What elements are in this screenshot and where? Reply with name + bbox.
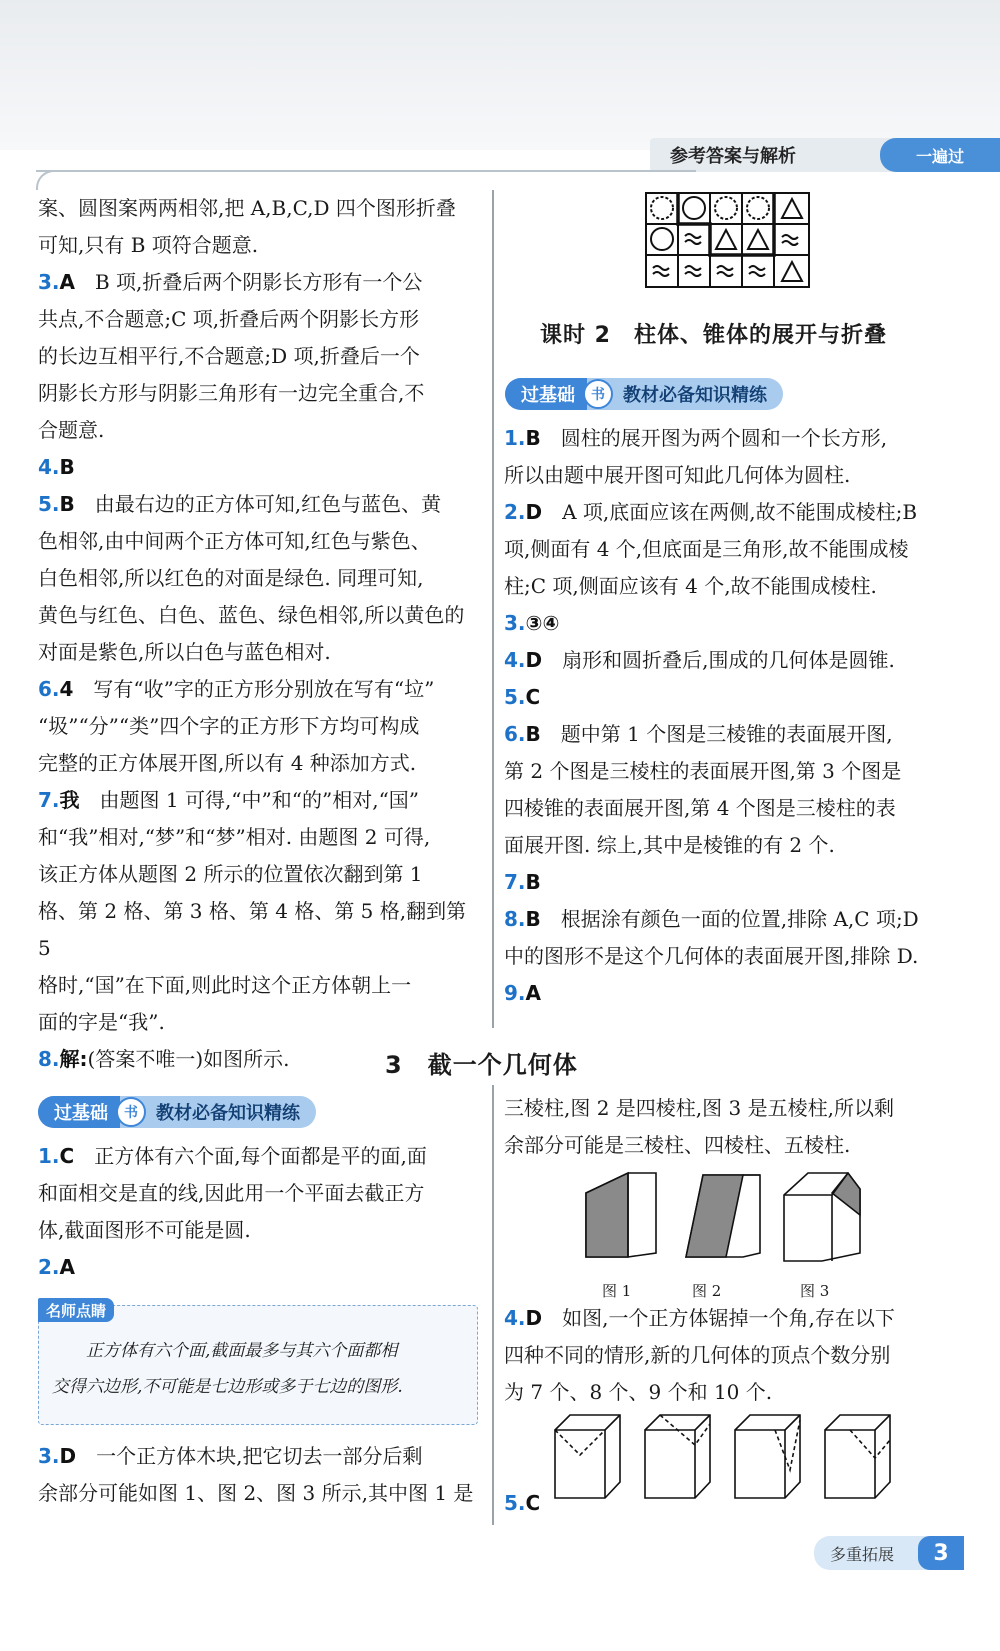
text-line bbox=[38, 1175, 483, 1212]
explanation-text: 完整的正方体展开图,所以有 4 种添加方式. bbox=[38, 751, 417, 775]
answer-key: 4 bbox=[59, 677, 74, 701]
text-line bbox=[38, 412, 483, 449]
triangle-pattern bbox=[782, 199, 802, 218]
column-divider-bottom bbox=[492, 1085, 494, 1525]
explanation-text: 所以由题中展开图可知此几何体为圆柱. bbox=[504, 463, 851, 487]
figure-label-3: 图 3 bbox=[800, 1282, 830, 1300]
explanation-text: 白色相邻,所以红色的对面是绿色. 同理可知, bbox=[38, 566, 424, 590]
lesson-2-title: 课时 2 柱体、锥体的展开与折叠 bbox=[540, 323, 887, 348]
answer-key: D bbox=[525, 648, 543, 672]
question-number: 6. bbox=[504, 722, 526, 746]
right-column-bottom bbox=[504, 1090, 964, 1164]
header-title: 参考答案与解析 bbox=[670, 146, 796, 167]
page-number: 3 bbox=[918, 1536, 964, 1570]
text-line bbox=[504, 716, 964, 753]
text-line bbox=[504, 494, 964, 531]
answer-key: ③④ bbox=[525, 611, 560, 635]
question-number: 7. bbox=[38, 788, 60, 812]
answer-key: D bbox=[525, 500, 543, 524]
text-line bbox=[504, 568, 964, 605]
answer-key: A bbox=[59, 1255, 75, 1279]
question-number: 2. bbox=[38, 1255, 60, 1279]
answer-key: A bbox=[59, 270, 75, 294]
explanation-text: 面展开图. 综上,其中是棱锥的有 2 个. bbox=[504, 833, 835, 857]
answer-key: B bbox=[59, 492, 75, 516]
note-line: 正方体有六个面,截面最多与其六个面都相 bbox=[52, 1341, 398, 1361]
note-line: 交得六边形,不可能是七边形或多于七边的图形. bbox=[52, 1377, 403, 1397]
solid-3-cut-face bbox=[832, 1173, 860, 1215]
explanation-text: 项,侧面有 4 个,但底面是三角形,故不能围成棱 bbox=[504, 537, 909, 561]
text-line bbox=[504, 790, 964, 827]
teacher-note-tag: 名师点睛 bbox=[38, 1298, 114, 1322]
answer-key: D bbox=[525, 1306, 543, 1330]
explanation-text: 阴影长方形与阴影三角形有一边完全重合,不 bbox=[38, 381, 425, 405]
column-divider-top bbox=[492, 190, 494, 1028]
text-line bbox=[38, 745, 483, 782]
section-banner-bottom bbox=[38, 1096, 316, 1128]
text-line bbox=[38, 523, 483, 560]
explanation-text: 格时,“国”在下面,则此时这个正方体朝上一 bbox=[38, 973, 412, 997]
explanation-text: 的长边互相平行,不合题意;D 项,折叠后一个 bbox=[38, 344, 420, 368]
answer-key: 解: bbox=[59, 1047, 88, 1071]
circle-pattern bbox=[683, 197, 705, 219]
question-number: 4. bbox=[38, 455, 60, 479]
header-rule-curve bbox=[36, 170, 56, 190]
question-number: 6. bbox=[38, 677, 60, 701]
text-line bbox=[504, 901, 964, 938]
explanation-text: 为 7 个、8 个、9 个和 10 个. bbox=[504, 1380, 773, 1404]
explanation-text: 扇形和圆折叠后,围成的几何体是圆锥. bbox=[542, 648, 895, 672]
answer-key: B bbox=[525, 907, 541, 931]
explanation-text: 案、圆图案两两相邻,把 A,B,C,D 四个图形折叠 bbox=[38, 196, 456, 220]
left-column-bottom bbox=[38, 1138, 483, 1286]
answer-key: B bbox=[525, 426, 541, 450]
solid-1-cut-face bbox=[586, 1173, 628, 1257]
explanation-text: 第 2 个图是三棱柱的表面展开图,第 3 个图是 bbox=[504, 759, 902, 783]
explanation-text: 合题意. bbox=[38, 418, 105, 442]
circle-pattern bbox=[651, 228, 673, 250]
text-line bbox=[38, 227, 483, 264]
explanation-text: 黄色与红色、白色、蓝色、绿色相邻,所以黄色的 bbox=[38, 603, 465, 627]
explanation-text: 一个正方体木块,把它切去一部分后剩 bbox=[76, 1444, 423, 1468]
circle-pattern bbox=[715, 197, 737, 219]
explanation-text: 该正方体从题图 2 所示的位置依次翻到第 1 bbox=[38, 862, 423, 886]
explanation-text: 由最右边的正方体可知,红色与蓝色、黄 bbox=[74, 492, 442, 516]
left-column-bottom-continued bbox=[38, 1438, 483, 1512]
explanation-text: 面的字是“我”. bbox=[38, 1010, 165, 1034]
text-line bbox=[38, 1138, 483, 1175]
answer-key: B bbox=[59, 455, 75, 479]
text-line bbox=[38, 560, 483, 597]
wave-pattern bbox=[717, 266, 733, 276]
explanation-text: 可知,只有 B 项符合题意. bbox=[38, 233, 259, 257]
text-line bbox=[38, 671, 483, 708]
header-band bbox=[0, 0, 1000, 150]
text-line bbox=[504, 605, 964, 642]
book-icon: 书 bbox=[583, 379, 613, 409]
explanation-text: 格、第 2 格、第 3 格、第 4 格、第 5 格,翻到第 5 bbox=[38, 899, 467, 960]
text-line bbox=[504, 1090, 964, 1127]
text-line bbox=[504, 531, 964, 568]
answer-key: C bbox=[59, 1144, 75, 1168]
explanation-text: 和“我”相对,“梦”和“梦”相对. 由题图 2 可得, bbox=[38, 825, 431, 849]
explanation-text: 正方体有六个面,每个面都是平的面,面 bbox=[74, 1144, 427, 1168]
text-line bbox=[38, 486, 483, 523]
section-3-title: 3 截一个几何体 bbox=[385, 1051, 578, 1079]
explanation-text: 柱;C 项,侧面应该有 4 个,故不能围成棱柱. bbox=[504, 574, 877, 598]
question-number: 5. bbox=[504, 685, 526, 709]
text-line bbox=[504, 642, 964, 679]
explanation-text: B 项,折叠后两个阴影长方形有一个公 bbox=[75, 270, 423, 294]
answer-key: 我 bbox=[59, 788, 80, 812]
text-line bbox=[38, 1475, 483, 1512]
explanation-text: 根据涂有颜色一面的位置,排除 A,C 项;D bbox=[540, 907, 919, 931]
explanation-text: A 项,底面应该在两侧,故不能围成棱柱;B bbox=[542, 500, 918, 524]
net-diagram bbox=[645, 192, 810, 288]
text-line bbox=[504, 457, 964, 494]
explanation-text: 色相邻,由中间两个正方体可知,红色与紫色、 bbox=[38, 529, 431, 553]
explanation-text: 题中第 1 个图是三棱锥的表面展开图, bbox=[540, 722, 893, 746]
explanation-text: 余部分可能是三棱柱、四棱柱、五棱柱. bbox=[504, 1133, 851, 1157]
figure-label-1: 图 1 bbox=[602, 1282, 632, 1300]
explanation-text: 写有“收”字的正方形分别放在写有“垃” bbox=[73, 677, 435, 701]
text-line bbox=[504, 753, 964, 790]
question-number: 2. bbox=[504, 500, 526, 524]
text-line bbox=[38, 893, 483, 967]
question-number: 4. bbox=[504, 648, 526, 672]
explanation-text: (答案不唯一)如图所示. bbox=[87, 1047, 290, 1071]
question-number: 7. bbox=[504, 870, 526, 894]
text-line bbox=[38, 634, 483, 671]
explanation-text: 圆柱的展开图为两个圆和一个长方形, bbox=[540, 426, 888, 450]
banner-label: 过基础 bbox=[38, 1096, 120, 1128]
text-line bbox=[38, 449, 483, 486]
text-line bbox=[504, 827, 964, 864]
wave-pattern bbox=[782, 235, 798, 245]
banner-subtitle: 教材必备知识精练 bbox=[156, 1103, 300, 1124]
cut-solids-figure bbox=[578, 1165, 878, 1275]
text-line bbox=[504, 1485, 964, 1522]
explanation-text: 四种不同的情形,新的几何体的顶点个数分别 bbox=[504, 1343, 891, 1367]
explanation-text: 共点,不合题意;C 项,折叠后两个阴影长方形 bbox=[38, 307, 420, 331]
explanation-text: 对面是紫色,所以白色与蓝色相对. bbox=[38, 640, 331, 664]
solid-2-cut-face bbox=[686, 1175, 743, 1257]
explanation-text: 三棱柱,图 2 是四棱柱,图 3 是五棱柱,所以剩 bbox=[504, 1096, 894, 1120]
text-line bbox=[504, 864, 964, 901]
banner-label: 过基础 bbox=[505, 378, 587, 410]
footer-label: 多重拓展 bbox=[830, 1544, 895, 1564]
answer-key: C bbox=[525, 1491, 541, 1515]
question-number: 3. bbox=[504, 611, 526, 635]
text-line bbox=[38, 1438, 483, 1475]
text-line bbox=[504, 1300, 964, 1337]
question-number: 8. bbox=[38, 1047, 60, 1071]
answer-key: C bbox=[525, 685, 541, 709]
wave-pattern bbox=[685, 234, 701, 244]
explanation-text: 体,截面图形不可能是圆. bbox=[38, 1218, 251, 1242]
text-line bbox=[38, 597, 483, 634]
question-number: 3. bbox=[38, 270, 60, 294]
explanation-text: 由题图 1 可得,“中”和“的”相对,“国” bbox=[79, 788, 420, 812]
answer-key: A bbox=[525, 981, 541, 1005]
text-line bbox=[38, 1004, 483, 1041]
answer-key: D bbox=[59, 1444, 77, 1468]
question-number: 3. bbox=[38, 1444, 60, 1468]
figure-label-2: 图 2 bbox=[692, 1282, 722, 1300]
triangle-pattern bbox=[716, 230, 736, 249]
question-number: 9. bbox=[504, 981, 526, 1005]
text-line bbox=[38, 264, 483, 301]
text-line bbox=[504, 420, 964, 457]
header-rule bbox=[36, 170, 696, 172]
text-line bbox=[504, 938, 964, 975]
section-banner-top bbox=[505, 378, 783, 410]
circle-pattern bbox=[747, 197, 769, 219]
text-line bbox=[38, 375, 483, 412]
text-line bbox=[504, 1127, 964, 1164]
text-line bbox=[504, 1337, 964, 1374]
left-column-top bbox=[38, 190, 483, 1078]
text-line bbox=[38, 819, 483, 856]
teacher-note-text bbox=[52, 1333, 470, 1405]
text-line bbox=[38, 1212, 483, 1249]
question-number: 1. bbox=[38, 1144, 60, 1168]
net-outline bbox=[646, 193, 809, 287]
text-line bbox=[504, 975, 964, 1012]
question-number: 1. bbox=[504, 426, 526, 450]
text-line bbox=[38, 782, 483, 819]
text-line bbox=[38, 708, 483, 745]
explanation-text: “圾”“分”“类”四个字的正方形下方均可构成 bbox=[38, 714, 420, 738]
text-line bbox=[38, 301, 483, 338]
question-number: 5. bbox=[38, 492, 60, 516]
question-number: 4. bbox=[504, 1306, 526, 1330]
text-line bbox=[504, 679, 964, 716]
question-number: 8. bbox=[504, 907, 526, 931]
explanation-text: 中的图形不是这个几何体的表面展开图,排除 D. bbox=[504, 944, 919, 968]
text-line bbox=[38, 967, 483, 1004]
question-number: 5. bbox=[504, 1491, 526, 1515]
text-line bbox=[38, 190, 483, 227]
text-line bbox=[38, 338, 483, 375]
banner-subtitle: 教材必备知识精练 bbox=[623, 385, 767, 406]
circle-pattern bbox=[651, 197, 673, 219]
text-line bbox=[38, 1249, 483, 1286]
text-line bbox=[504, 1374, 964, 1411]
explanation-text: 余部分可能如图 1、图 2、图 3 所示,其中图 1 是 bbox=[38, 1481, 474, 1505]
explanation-text: 和面相交是直的线,因此用一个平面去截正方 bbox=[38, 1181, 425, 1205]
wave-pattern bbox=[685, 266, 701, 276]
text-line bbox=[38, 856, 483, 893]
book-icon: 书 bbox=[116, 1097, 146, 1127]
explanation-text: 如图,一个正方体锯掉一个角,存在以下 bbox=[542, 1306, 895, 1330]
header-badge: 一遍过 bbox=[880, 138, 1000, 172]
answer-key: B bbox=[525, 722, 541, 746]
answer-key: B bbox=[525, 870, 541, 894]
wave-pattern bbox=[653, 266, 669, 276]
triangle-pattern bbox=[748, 230, 768, 249]
right-column-bottom-q5 bbox=[504, 1485, 964, 1522]
wave-pattern bbox=[749, 266, 765, 276]
triangle-pattern bbox=[782, 262, 802, 281]
right-column-top bbox=[504, 420, 964, 1012]
right-column-bottom-q4 bbox=[504, 1300, 964, 1411]
explanation-text: 四棱锥的表面展开图,第 4 个图是三棱柱的表 bbox=[504, 796, 896, 820]
